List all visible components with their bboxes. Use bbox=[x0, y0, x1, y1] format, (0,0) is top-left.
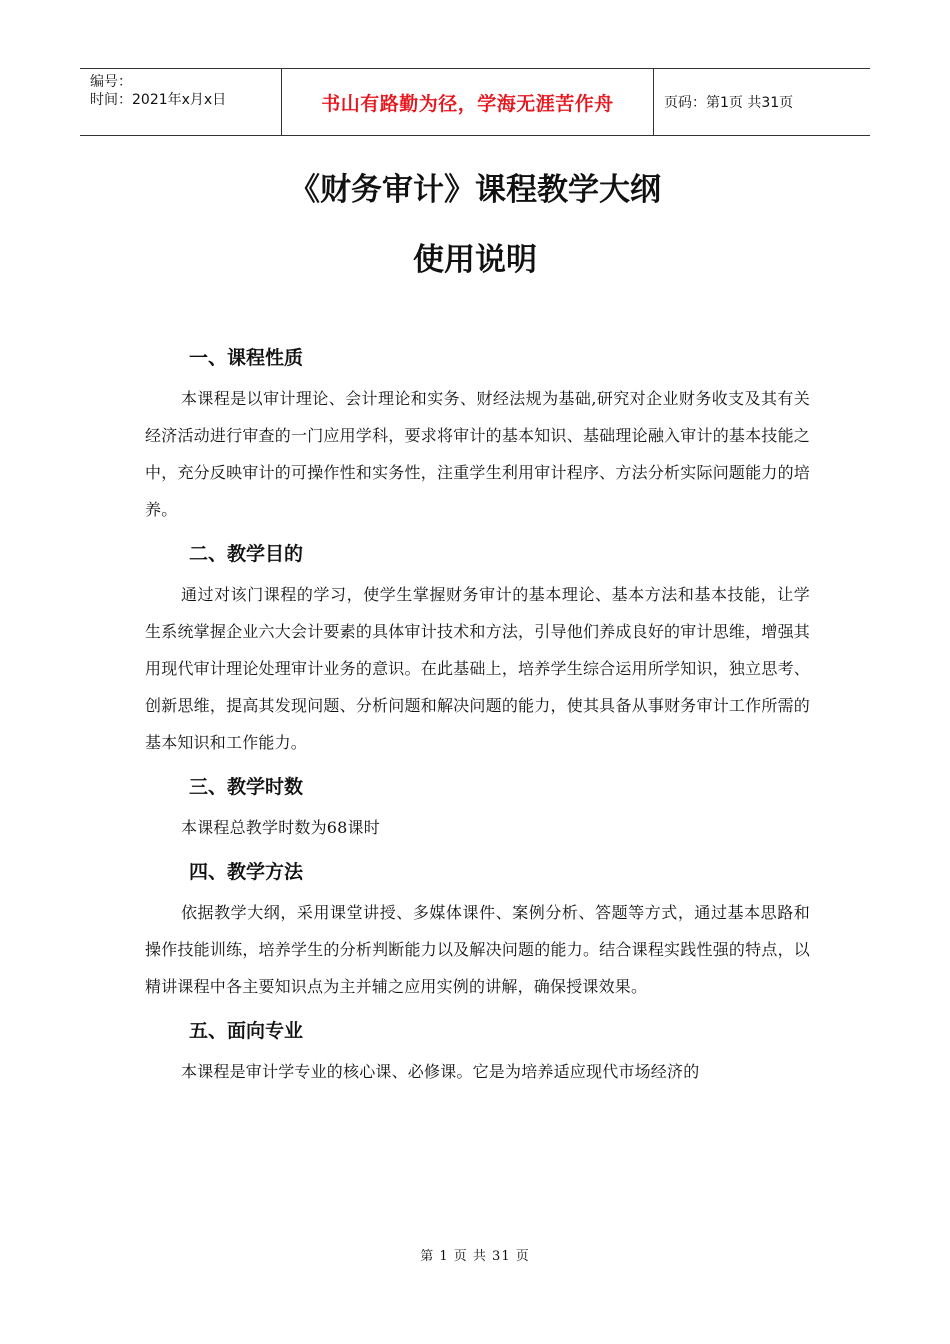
section-heading: 二、教学目的 bbox=[189, 543, 304, 565]
header-motto: 书山有路勤为径，学海无涯苦作舟 bbox=[282, 69, 654, 135]
section-teaching-methods bbox=[145, 854, 810, 1005]
section-paragraph: 本课程总教学时数为68课时 bbox=[181, 818, 380, 837]
section-paragraph: 通过对该门课程的学习，使学生掌握财务审计的基本理论、基本方法和基本技能，让学生系统掌握企业六大会计要素的具体审计技术和方法，引导他们养成良好的审计思维，增强其用现代审计理论处理审计业务的意识。在此基础上，培养学生综合运用所学知识，独立思考、创新思维，提高其发现问题、分析问题和解决问题的能力，使其具备从事财务审计工作所需的基本知识和工作能力。 bbox=[145, 585, 810, 752]
page-footer: 第 1 页 共 31 页 bbox=[420, 1249, 530, 1264]
page-header bbox=[80, 68, 870, 136]
document-subtitle: 使用说明 bbox=[413, 242, 537, 278]
section-heading: 三、教学时数 bbox=[189, 776, 304, 798]
header-page-info: 页码：第1页 共31页 bbox=[664, 95, 794, 111]
document-title: 《财务审计》课程教学大纲 bbox=[289, 172, 661, 208]
document-body bbox=[145, 340, 810, 1098]
document-time: 时间：2021年x月x日 bbox=[90, 92, 227, 108]
section-course-nature bbox=[145, 340, 810, 528]
header-meta bbox=[80, 69, 282, 135]
section-heading: 四、教学方法 bbox=[189, 861, 304, 883]
section-target-majors bbox=[145, 1013, 810, 1090]
document-number: 编号： bbox=[90, 74, 132, 90]
section-paragraph: 本课程是审计学专业的核心课、必修课。它是为培养适应现代市场经济的 bbox=[181, 1062, 700, 1081]
section-heading: 五、面向专业 bbox=[189, 1020, 304, 1042]
section-teaching-hours bbox=[145, 769, 810, 846]
section-paragraph: 依据教学大纲，采用课堂讲授、多媒体课件、案例分析、答题等方式，通过基本思路和操作技能训练，培养学生的分析判断能力以及解决问题的能力。结合课程实践性强的特点，以精讲课程中各主要知识点为主并辅之应用实例的讲解，确保授课效果。 bbox=[145, 903, 810, 996]
section-teaching-purpose bbox=[145, 536, 810, 761]
section-paragraph: 本课程是以审计理论、会计理论和实务、财经法规为基础,研究对企业财务收支及其有关经济活动进行审查的一门应用学科，要求将审计的基本知识、基础理论融入审计的基本技能之中，充分反映审计的可操作性和实务性，注重学生利用审计程序、方法分析实际问题能力的培养。 bbox=[145, 389, 810, 519]
section-heading: 一、课程性质 bbox=[189, 347, 304, 369]
